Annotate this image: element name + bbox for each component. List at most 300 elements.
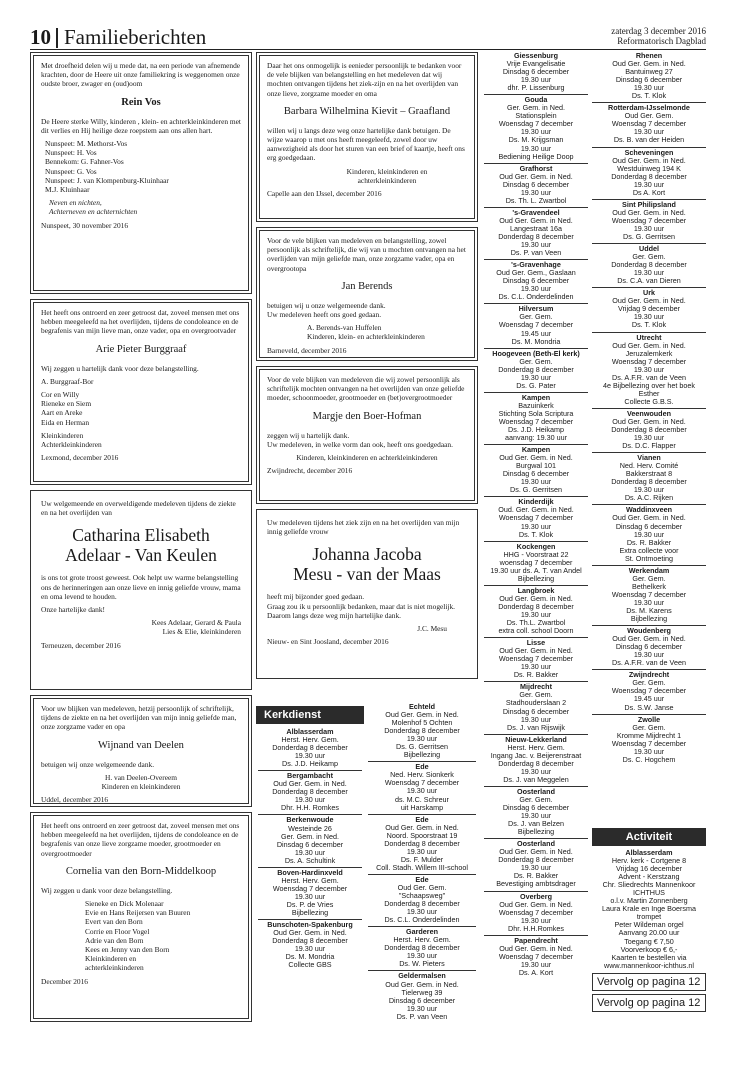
church-service-entry [484, 893, 588, 933]
service-line: Oud Ger. Gem. in Ned. [499, 215, 573, 225]
service-line: Ned. Herv. Comité [619, 461, 679, 471]
service-city: Hilversum [518, 304, 554, 314]
service-line: 19.30 uur [633, 529, 665, 539]
service-line: woensdag 7 december [499, 557, 573, 567]
service-line: Dinsdag 6 december [502, 469, 570, 479]
service-line: Herst. Herv. Gem. [507, 742, 565, 752]
activity-line: Laura Krale en Inge Boersma [602, 904, 696, 914]
service-line: Vrijdag 9 december [617, 304, 681, 314]
service-city: Oosterland [517, 786, 555, 796]
ad-wijnand-van-deelen: Voor uw blijken van medeleven, hetzij persoonlijk of schriftelijk, tijdens de ziekte en na het overlijden van mijn innig geliefde man, onze zorgzame vader en opa Wijnand van Deelen betuigen wij onze welgemeende dank. H. van Deelen-Overeem Kinderen en kleinkinderen Uddel, december 2016 [30, 695, 252, 807]
service-line: Ger. Gem. [632, 722, 666, 732]
service-city: Bergambacht [287, 771, 333, 781]
service-line: 19.30 uur [406, 951, 438, 961]
church-service-entry [484, 96, 588, 160]
kerkdienst-heading: Kerkdienst [256, 706, 364, 724]
service-line: Ds. R. Bakker [513, 670, 559, 680]
church-service-entry [484, 261, 588, 301]
service-line: 19.30 uur [406, 734, 438, 744]
service-line: Ds. P. van Veen [510, 248, 562, 258]
service-line: Collecte G.B.S. [624, 396, 674, 406]
church-service-entry [592, 334, 706, 406]
service-line: Oud Ger. Gem. in Ned. [499, 899, 573, 909]
service-line: Oud Ger. Gem. in Ned. [385, 710, 459, 720]
service-line: Ds. J. van Rijswijk [507, 722, 565, 732]
church-service-entry [592, 410, 706, 450]
church-service-entry [592, 671, 706, 711]
activity-line: o.l.v. Martin Zonnenberg [610, 896, 688, 906]
service-line: 19.30 uur [633, 312, 665, 322]
service-line: Woensdag 7 december [611, 738, 687, 748]
service-line: 19.30 uur [633, 179, 665, 189]
service-line: Ds. G. Gerritsen [623, 231, 675, 241]
church-service-entry [484, 165, 588, 205]
service-line: Oud Ger. Gem. in Ned. [612, 155, 686, 165]
service-city: Bunschoten-Spakenburg [267, 920, 353, 930]
deceased-name: Rein Vos [121, 96, 161, 108]
church-service-entry [592, 245, 706, 285]
page-header [30, 26, 706, 50]
service-line: Ingang Jac. v. Beijerenstraat [490, 750, 582, 760]
service-line: Ds. P. van Veen [396, 1011, 448, 1021]
church-service-entry [368, 763, 476, 811]
church-service-entry [484, 394, 588, 442]
service-line: Woensdag 7 december [611, 215, 687, 225]
service-line: Dinsdag 6 december [502, 67, 570, 77]
service-line: Herst. Herv. Gem. [281, 735, 339, 745]
service-line: Oud. Ger. Gem. in Ned. [498, 505, 574, 515]
service-line: dhr. P. Lissenburg [507, 83, 565, 93]
church-service-entry [258, 728, 362, 768]
church-service-entry [592, 716, 706, 764]
service-city: Alblasserdam [286, 727, 334, 736]
service-line: Stadhouderslaan 2 [505, 698, 567, 708]
service-line: Oud Ger. Gem. in Ned. [612, 634, 686, 644]
service-line: Dinsdag 6 december [502, 276, 570, 286]
kerkdienst-list-c [484, 52, 588, 979]
section-title: Familieberichten [64, 25, 207, 49]
service-line: Ds. M. Krijgsman [508, 135, 564, 145]
service-line: Ds. G. Pater [516, 380, 556, 390]
service-line: Bijbellezing [517, 827, 555, 837]
service-line: Dhr. H.H. Romkes [281, 803, 339, 813]
service-line: Ds. Th.L. Zwartbol [506, 618, 566, 628]
service-line: Stationsplein [515, 111, 557, 121]
deceased-name: Cornelia van den Born-Middelkoop [65, 865, 217, 877]
service-line: Oud Ger. Gem. in Ned. [385, 822, 459, 832]
service-line: Oud Ger. Gem. in Ned. [499, 453, 573, 463]
service-line: 19.30 uur [520, 75, 552, 85]
service-line: Donderdag 8 december [611, 425, 687, 435]
service-city: Utrecht [636, 332, 662, 342]
activity-line: www.mannenkoor-ichthus.nl [604, 960, 694, 970]
church-service-entry [484, 937, 588, 977]
service-city: Ede [415, 762, 429, 772]
church-service-entry [368, 816, 476, 872]
service-city: Oosterland [517, 839, 555, 849]
church-service-entry [592, 506, 706, 562]
service-line: 19.30 uur [520, 811, 552, 821]
activity-line: ICHTHUS [633, 888, 665, 898]
service-line: Dinsdag 6 december [615, 642, 683, 652]
service-line: Oud Ger. Gem. in Ned. [273, 928, 347, 938]
service-city: Gouda [524, 95, 548, 105]
service-line: 19.30 uur [520, 863, 552, 873]
church-service-entry [258, 921, 362, 969]
service-line: Burgwal 101 [516, 461, 556, 471]
service-line: Dhr. H.H.Romkes [508, 923, 564, 933]
service-line: 19.30 uur [633, 364, 665, 374]
church-service-entry [484, 498, 588, 538]
service-line: Oud Ger. Gem. in Ned. [612, 340, 686, 350]
activiteit-block [592, 828, 706, 1012]
service-line: Ds. Th. L. Zwartbol [505, 195, 567, 205]
service-line: Donderdag 8 december [272, 743, 348, 753]
service-line: Ds. A.F.R. van de Veen [612, 658, 686, 668]
service-line: Tielerweg 39 [401, 987, 443, 997]
church-service-entry [592, 627, 706, 667]
service-line: 19.30 uur [520, 610, 552, 619]
ad-jan-berends: Voor de vele blijken van medeleven en belangstelling, zowel persoonlijk als schriftelijk, die wij van u mochten ontvangen na het overlijden van mijn geliefde man, onze zorgzame vader, opa en overgrootopa Jan Berends betuigen wij u onze welgemeende dank. Uw medeleven heeft ons goed gedaan. A. Berends-van Huffelen Kinderen, klein- en achterkleinkinderen Barneveld, december 2016 [256, 227, 478, 361]
service-line: Ds. P. de Vries [286, 899, 334, 909]
service-line: Ds. R. Bakker [513, 871, 559, 881]
service-line: Woensdag 7 december [498, 320, 574, 330]
service-line: 19.30 uur [520, 766, 552, 776]
service-line: Herst. Herv. Gem. [393, 935, 451, 945]
service-line: Woensdag 7 december [611, 686, 687, 696]
service-line: Dinsdag 6 december [502, 803, 570, 813]
service-line: Oud Ger. Gem. in Ned. [499, 847, 573, 857]
service-city: Waddinxveen [625, 505, 673, 515]
activiteit-body: Alblasserdam Herv. kerk - Cortgene 8 Vrijdag 16 december Advent - Kerstzang Chr. Sliedrechts Mannenkoor ICHTHUS o.l.v. Martin Zonnenberg Laura Krale en Inge Boersma trompet Peter Wildeman orgel Aanvang 20.00 uur Toegang € 7,50 Voorverkoop € 6,- Kaarten te bestellen via www.mannenkoor-ichthus.nl [592, 849, 706, 970]
deceased-name: Johanna Jacoba Mesu - van der Maas [293, 544, 441, 585]
service-line: Dinsdag 6 december [502, 706, 570, 716]
service-line: Jeruzalemkerk [625, 348, 673, 358]
service-line: 19.30 uur [520, 143, 552, 153]
service-line: Donderdag 8 december [272, 787, 348, 797]
church-service-entry [368, 703, 476, 759]
service-line: Westeinde 26 [288, 823, 332, 833]
service-line: Esther [638, 388, 660, 398]
service-line: Collecte GBS [288, 960, 332, 970]
service-line: Dinsdag 6 december [276, 839, 344, 849]
service-line: 19.30 uur [520, 662, 552, 672]
service-line: Donderdag 8 december [384, 943, 460, 953]
page-number: 10 [30, 25, 51, 49]
service-line: Ds. C.L. Onderdelinden [384, 915, 460, 925]
service-line: Donderdag 8 december [384, 838, 460, 848]
service-line: Ds. R. Bakker [626, 537, 672, 547]
service-city: Boven-Hardinxveld [277, 867, 343, 877]
activity-line: Peter Wildeman orgel [614, 920, 684, 930]
service-line: 19.30 uur [406, 907, 438, 917]
service-line: Ger. Gem. [519, 794, 553, 804]
kerkdienst-heading-wrap [256, 706, 364, 728]
service-line: Woensdag 7 december [498, 416, 574, 426]
service-city: Langbroek [517, 585, 555, 595]
activity-line: Vrijdag 16 december [615, 864, 683, 874]
service-line: Bevestiging ambtsdrager [496, 879, 576, 889]
service-line: Ds. M. Mondria [285, 952, 335, 962]
service-line: Ger. Gem. [632, 678, 666, 688]
church-service-entry [592, 104, 706, 144]
church-service-entry [368, 928, 476, 968]
service-line: Woensdag 7 december [384, 778, 460, 788]
ad-catharina-adelaar: Uw welgemeende en overweldigende medeleven tijdens de ziekte en na het overlijden van Catharina Elisabeth Adelaar - Van Keulen is ons tot grote troost geweest. Ook helpt uw warme belangstelling ons de herinneringen aan onze lieve en innig geliefde vrouw, mama en oma levend te houden. Onze hartelijke dank! Kees Adelaar, Gerard & Paula Lies & Elie, kleinkinderen Terneuzen, december 2016 [30, 490, 252, 690]
service-line: Ger. Gem. [519, 312, 553, 322]
service-city: Geldermalsen [398, 971, 446, 981]
service-line: Oud Ger. Gem. in Ned. [499, 171, 573, 181]
service-line: Ger. Gem. [519, 356, 553, 366]
church-service-entry [592, 567, 706, 623]
service-line: Ds. M. Karens [626, 606, 672, 615]
service-line: Woensdag 7 december [498, 951, 574, 961]
service-line: 19.30 uur [520, 714, 552, 724]
service-line: Oud Ger. Gem. in Ned. [499, 646, 573, 656]
church-service-entry [484, 350, 588, 390]
service-line: Kromme Mijdrecht 1 [616, 730, 682, 740]
activity-line: Chr. Sliedrechts Mannenkoor [602, 880, 696, 890]
service-line: Ds. W. Pieters [399, 959, 445, 969]
service-line: Oud Ger. Gem. in Ned. [612, 59, 686, 69]
service-line: Oud Ger. Gem. in Ned. [612, 416, 686, 426]
activity-line: Advent - Kerstzang [618, 872, 680, 882]
service-line: 19.30 uur [406, 846, 438, 856]
service-city: Nieuw-Lekkerland [505, 734, 567, 744]
service-line: Ds. T. Klok [631, 320, 667, 330]
service-line: Donderdag 8 december [384, 899, 460, 909]
service-line: Bantuinweg 27 [625, 67, 673, 77]
service-line: Ned. Herv. Sionkerk [390, 770, 454, 780]
service-line: Vrije Evangelisatie [506, 59, 566, 69]
service-line: Donderdag 8 december [384, 726, 460, 736]
service-line: 19.30 uur [520, 959, 552, 969]
church-service-entry [484, 788, 588, 836]
service-line: Bijbellezing [403, 750, 441, 760]
church-service-entry [484, 305, 588, 345]
activity-line: Aanvang 20.00 uur [618, 928, 680, 938]
service-line: Donderdag 8 december [611, 477, 687, 487]
service-line: Oud Ger. Gem. in Ned. [499, 593, 573, 603]
church-service-entry [592, 454, 706, 502]
service-city: Ede [415, 874, 429, 884]
service-line: Oud Ger. Gem. in Ned. [273, 779, 347, 789]
service-line: extra coll. school Doorn [498, 626, 574, 636]
service-line: Bakkerstraat 8 [625, 469, 673, 479]
column-1 [30, 52, 252, 1062]
service-line: 19.30 uur [633, 83, 665, 93]
church-service-entry [258, 816, 362, 864]
service-line: Donderdag 8 december [498, 601, 574, 611]
church-service-entry [592, 149, 706, 197]
deceased-name: Barbara Wilhelmina Kievit – Graafland [283, 105, 451, 117]
service-line: 19.30 uur [520, 284, 552, 294]
service-line: Oud Ger. Gem., Gaslaan [496, 268, 576, 278]
kerkdienst-list-d [592, 52, 706, 766]
service-line: Ds. J.D. Heikamp [508, 425, 564, 435]
service-line: Woensdag 7 december [498, 654, 574, 664]
service-line: Ds. A. Kort [518, 967, 554, 977]
service-line: Herst. Herv. Gem. [281, 875, 339, 885]
service-line: Bijbellezing [291, 907, 329, 917]
service-line: Ds A. Kort [632, 187, 666, 197]
church-service-entry [368, 876, 476, 924]
service-line: 19.45 uur [633, 694, 665, 704]
service-line: Ds. C.A. van Dieren [617, 276, 681, 286]
service-line: Ds. G. Gerritsen [396, 742, 448, 752]
service-line: 19.30 uur [633, 223, 665, 233]
vervolg-note: Vervolg op pagina 12 [592, 994, 706, 1012]
service-line: Bediening Heilige Doop [498, 151, 574, 161]
service-line: 19.30 uur [294, 944, 326, 954]
service-city: Kampen [521, 392, 551, 402]
kerkdienst-list-a [258, 728, 362, 971]
service-line: Oud Ger. Gem. in Ned. [385, 979, 459, 989]
service-city: Kinderdijk [518, 497, 554, 507]
service-city: Woudenberg [627, 626, 671, 636]
service-line: Ds. T. Klok [631, 91, 667, 101]
service-line: 19.30 uur [633, 485, 665, 495]
service-line: aanvang: 19.30 uur [505, 433, 567, 443]
service-line: St. Ontmoeting [625, 553, 673, 563]
service-line: Ds. G. Gerritsen [510, 485, 562, 495]
service-line: Woensdag 7 december [272, 883, 348, 893]
service-line: Woensdag 7 december [498, 513, 574, 523]
service-line: Ds. D.C. Flapper [622, 441, 676, 451]
ad-rein-vos: Met droefheid delen wij u mede dat, na een periode van afnemende krachten, door de Heere uit onze familiekring is weggenomen onze oudste broer, zwager en (oud)oom Rein Vos De Heere sterke Willy, kinderen , klein- en achterkleinkinderen met dit verlies en Hij heilige deze roepstem aan ons allen hart. Nunspeet: M. Methorst-Vos Nunspeet: H. Vos Bennekom: G. Fahner-Vos Nunspeet: G. Vos Nunspeet: J. van Klompenburg-Kluinhaar M.J. Kluinhaar Neven en nichten, Achterneven en achternichten Nunspeet, 30 november 2016 [30, 52, 252, 294]
service-city: Grafhorst [519, 163, 553, 173]
service-city: 's-Gravenhage [511, 260, 561, 270]
service-line: Molenhof 5 Ochten [391, 718, 453, 728]
service-city: Overberg [520, 891, 552, 901]
service-line: Donderdag 8 december [498, 364, 574, 374]
church-service-entry [484, 446, 588, 494]
service-city: Zwolle [637, 714, 661, 724]
service-line: Westduinweg 194 K [617, 163, 681, 173]
service-line: 19.30 uur [520, 187, 552, 197]
service-line: 19.30 uur [520, 372, 552, 382]
service-line: Dinsdag 6 december [615, 75, 683, 85]
church-service-entry [484, 736, 588, 784]
service-line: 19.30 uur [520, 240, 552, 250]
service-line: 19.30 uur [294, 751, 326, 761]
ad-barbara-kievit: Daar het ons onmogelijk is eenieder persoonlijk te bedanken voor de vele blijken van belangstelling en het medeleven dat wij mochten ontvangen tijdens het ziek-zijn en na het overlijden van onze lieve, zorgzame moeder en oma Barbara Wilhelmina Kievit – Graafland willen wij u langs deze weg onze hartelijke dank betuigen. De wijze waarop u met ons heeft meegeleefd, zowel door uw aanwezigheid als door het sturen van een brief of kaartje, heeft ons erg goedgedaan. Kinderen, kleinkinderen en achterkleinkinderen Capelle aan den IJssel, december 2016 [256, 52, 478, 222]
service-city: Scheveningen [624, 147, 674, 157]
service-line: 19.30 uur [633, 127, 665, 137]
service-line: Ds. M. Mondria [511, 336, 561, 346]
service-line: Woensdag 7 december [611, 589, 687, 599]
service-line: Bazuinkerk [518, 400, 554, 410]
church-service-entry [484, 587, 588, 635]
service-line: 19.30 uur [520, 915, 552, 925]
service-line: Donderdag 8 december [611, 171, 687, 181]
service-city: Kockengen [516, 541, 556, 551]
service-line: Dinsdag 6 december [502, 179, 570, 189]
church-service-entry [484, 840, 588, 888]
ad-cornelia-van-den-born: Het heeft ons ontroerd en zeer getroost dat, zoveel mensen met ons hebben meegeleefd na het overlijden, tijdens de condoleance en de begrafenis van onze lieve zorgzame moeder, grootmoeder en overgrootmoeder Cornelia van den Born-Middelkoop Wij zeggen u dank voor deze belangstelling. Sieneke en Dick Molenaar Evie en Hans Reijersen van Buuren Evert van den Born Corrie en Floor Vogel Adrie van den Born Kees en Jenny van den Born Kleinkinderen en achterkleinkinderen December 2016 [30, 812, 252, 1022]
service-line: Ger. Gem. in Ned. [281, 831, 339, 841]
service-city: Mijdrecht [520, 682, 552, 692]
service-line: Noord. Spoorstraat 19 [386, 830, 458, 840]
deceased-name: Wijnand van Deelen [98, 739, 184, 751]
service-line: 19.45 uur [520, 328, 552, 338]
vervolg-note: Vervolg op pagina 12 [592, 973, 706, 991]
service-line: Oud Ger. Gem. in Ned. [612, 513, 686, 523]
service-line: 19.30 uur [633, 268, 665, 278]
service-city: Rhenen [635, 51, 663, 60]
service-line: Donderdag 8 december [611, 260, 687, 270]
service-line: Donderdag 8 december [498, 758, 574, 768]
service-line: Woensdag 7 december [611, 119, 687, 129]
service-line: 19.30 uur [406, 1003, 438, 1013]
service-line: Ds. J.D. Heikamp [282, 759, 338, 769]
service-line: 19.30 uur [294, 795, 326, 805]
service-city: Garderen [406, 927, 438, 937]
service-line: Ds. C. Hogchem [622, 754, 676, 764]
service-line: 19.30 uur [406, 786, 438, 796]
service-line: Coll. Stadh. Willem III-school [376, 862, 468, 872]
service-city: Rotterdam-IJsselmonde [608, 103, 690, 113]
service-city: Werkendam [628, 565, 670, 575]
church-service-entry [484, 639, 588, 679]
service-line: Donderdag 8 december [498, 231, 574, 241]
service-line: Langestraat 16a [510, 223, 562, 233]
deceased-name: Catharina Elisabeth Adelaar - Van Keulen [65, 525, 217, 566]
service-line: Dinsdag 6 december [615, 521, 683, 531]
service-line: Bethelkerk [632, 581, 666, 591]
church-service-entry [368, 972, 476, 1020]
service-line: Extra collecte voor [619, 545, 679, 555]
service-city: Berkenwoude [286, 815, 334, 825]
church-service-entry [258, 772, 362, 812]
service-line: 19.30 uur [520, 477, 552, 487]
service-city: 's-Gravendeel [512, 207, 560, 217]
service-line: Woensdag 7 december [498, 119, 574, 129]
service-city: Sint Philipsland [622, 199, 676, 209]
service-line: Ger. Gem. [519, 690, 553, 700]
service-line: Oud Ger. Gem. [397, 882, 447, 892]
service-line: Bijbellezing [517, 573, 555, 583]
header-divider [56, 28, 58, 48]
service-line: 19.30 uur [294, 891, 326, 901]
service-line: Stichting Sola Scriptura [498, 408, 574, 418]
activity-line: Herv. kerk - Cortgene 8 [611, 856, 687, 866]
church-service-entry [592, 201, 706, 241]
deceased-name: Margje den Boer-Hofman [312, 410, 422, 422]
activity-line: trompet [636, 912, 662, 922]
service-line: Ds. C.L. Onderdelinden [498, 292, 574, 302]
header-date: zaterdag 3 december 2016 Reformatorisch Dagblad [611, 26, 706, 46]
service-city: Zwijndrecht [628, 670, 670, 680]
kerkdienst-list-b [368, 703, 476, 1023]
service-line: 19.30 uur [633, 746, 665, 756]
service-line: Ger. Gem. in Ned. [507, 103, 565, 113]
ad-arie-burggraaf: Het heeft ons ontroerd en zeer getroost dat, zoveel mensen met ons hebben meegeleefd na het overlijden, tijdens de condoleance en de begrafenis van mijn lieve man, onze vader, opa en overgrootvader Arie Pieter Burggraaf Wij zeggen u hartelijk dank voor deze belangstelling. A. Burggraaf-Bor Cor en Willy Rieneke en Siem Aart en Areke Eida en Herman Kleinkinderen Achterkleinkinderen Lexmond, december 2016 [30, 299, 252, 485]
service-line: Woensdag 7 december [498, 907, 574, 917]
service-line: Ds. F. Mulder [400, 854, 444, 864]
service-line: 4e Bijbellezing over het boek [603, 380, 695, 390]
service-line: Oud Ger. Gem. in Ned. [499, 943, 573, 953]
ad-johanna-mesu: Uw medeleven tijdens het ziek zijn en na het overlijden van mijn innig geliefde vrouw Johanna Jacoba Mesu - van der Maas heeft mij bijzonder goed gedaan. Graag zou ik u persoonlijk bedanken, maar dat is niet mogelijk. Daarom langs deze weg mijn hartelijke dank. J.C. Mesu Nieuw- en Sint Joosland, december 2016 [256, 509, 478, 679]
activiteit-heading: Activiteit [592, 828, 706, 846]
service-city: Veenwouden [627, 408, 671, 418]
service-line: Ds. A. Schultink [284, 855, 336, 865]
service-line: HHG - Voorstraat 22 [503, 549, 569, 559]
service-city: Giessenburg [514, 51, 558, 60]
service-line: Donderdag 8 december [498, 855, 574, 865]
service-line: 19.30 uur [633, 650, 665, 660]
service-city: Vianen [637, 453, 661, 463]
